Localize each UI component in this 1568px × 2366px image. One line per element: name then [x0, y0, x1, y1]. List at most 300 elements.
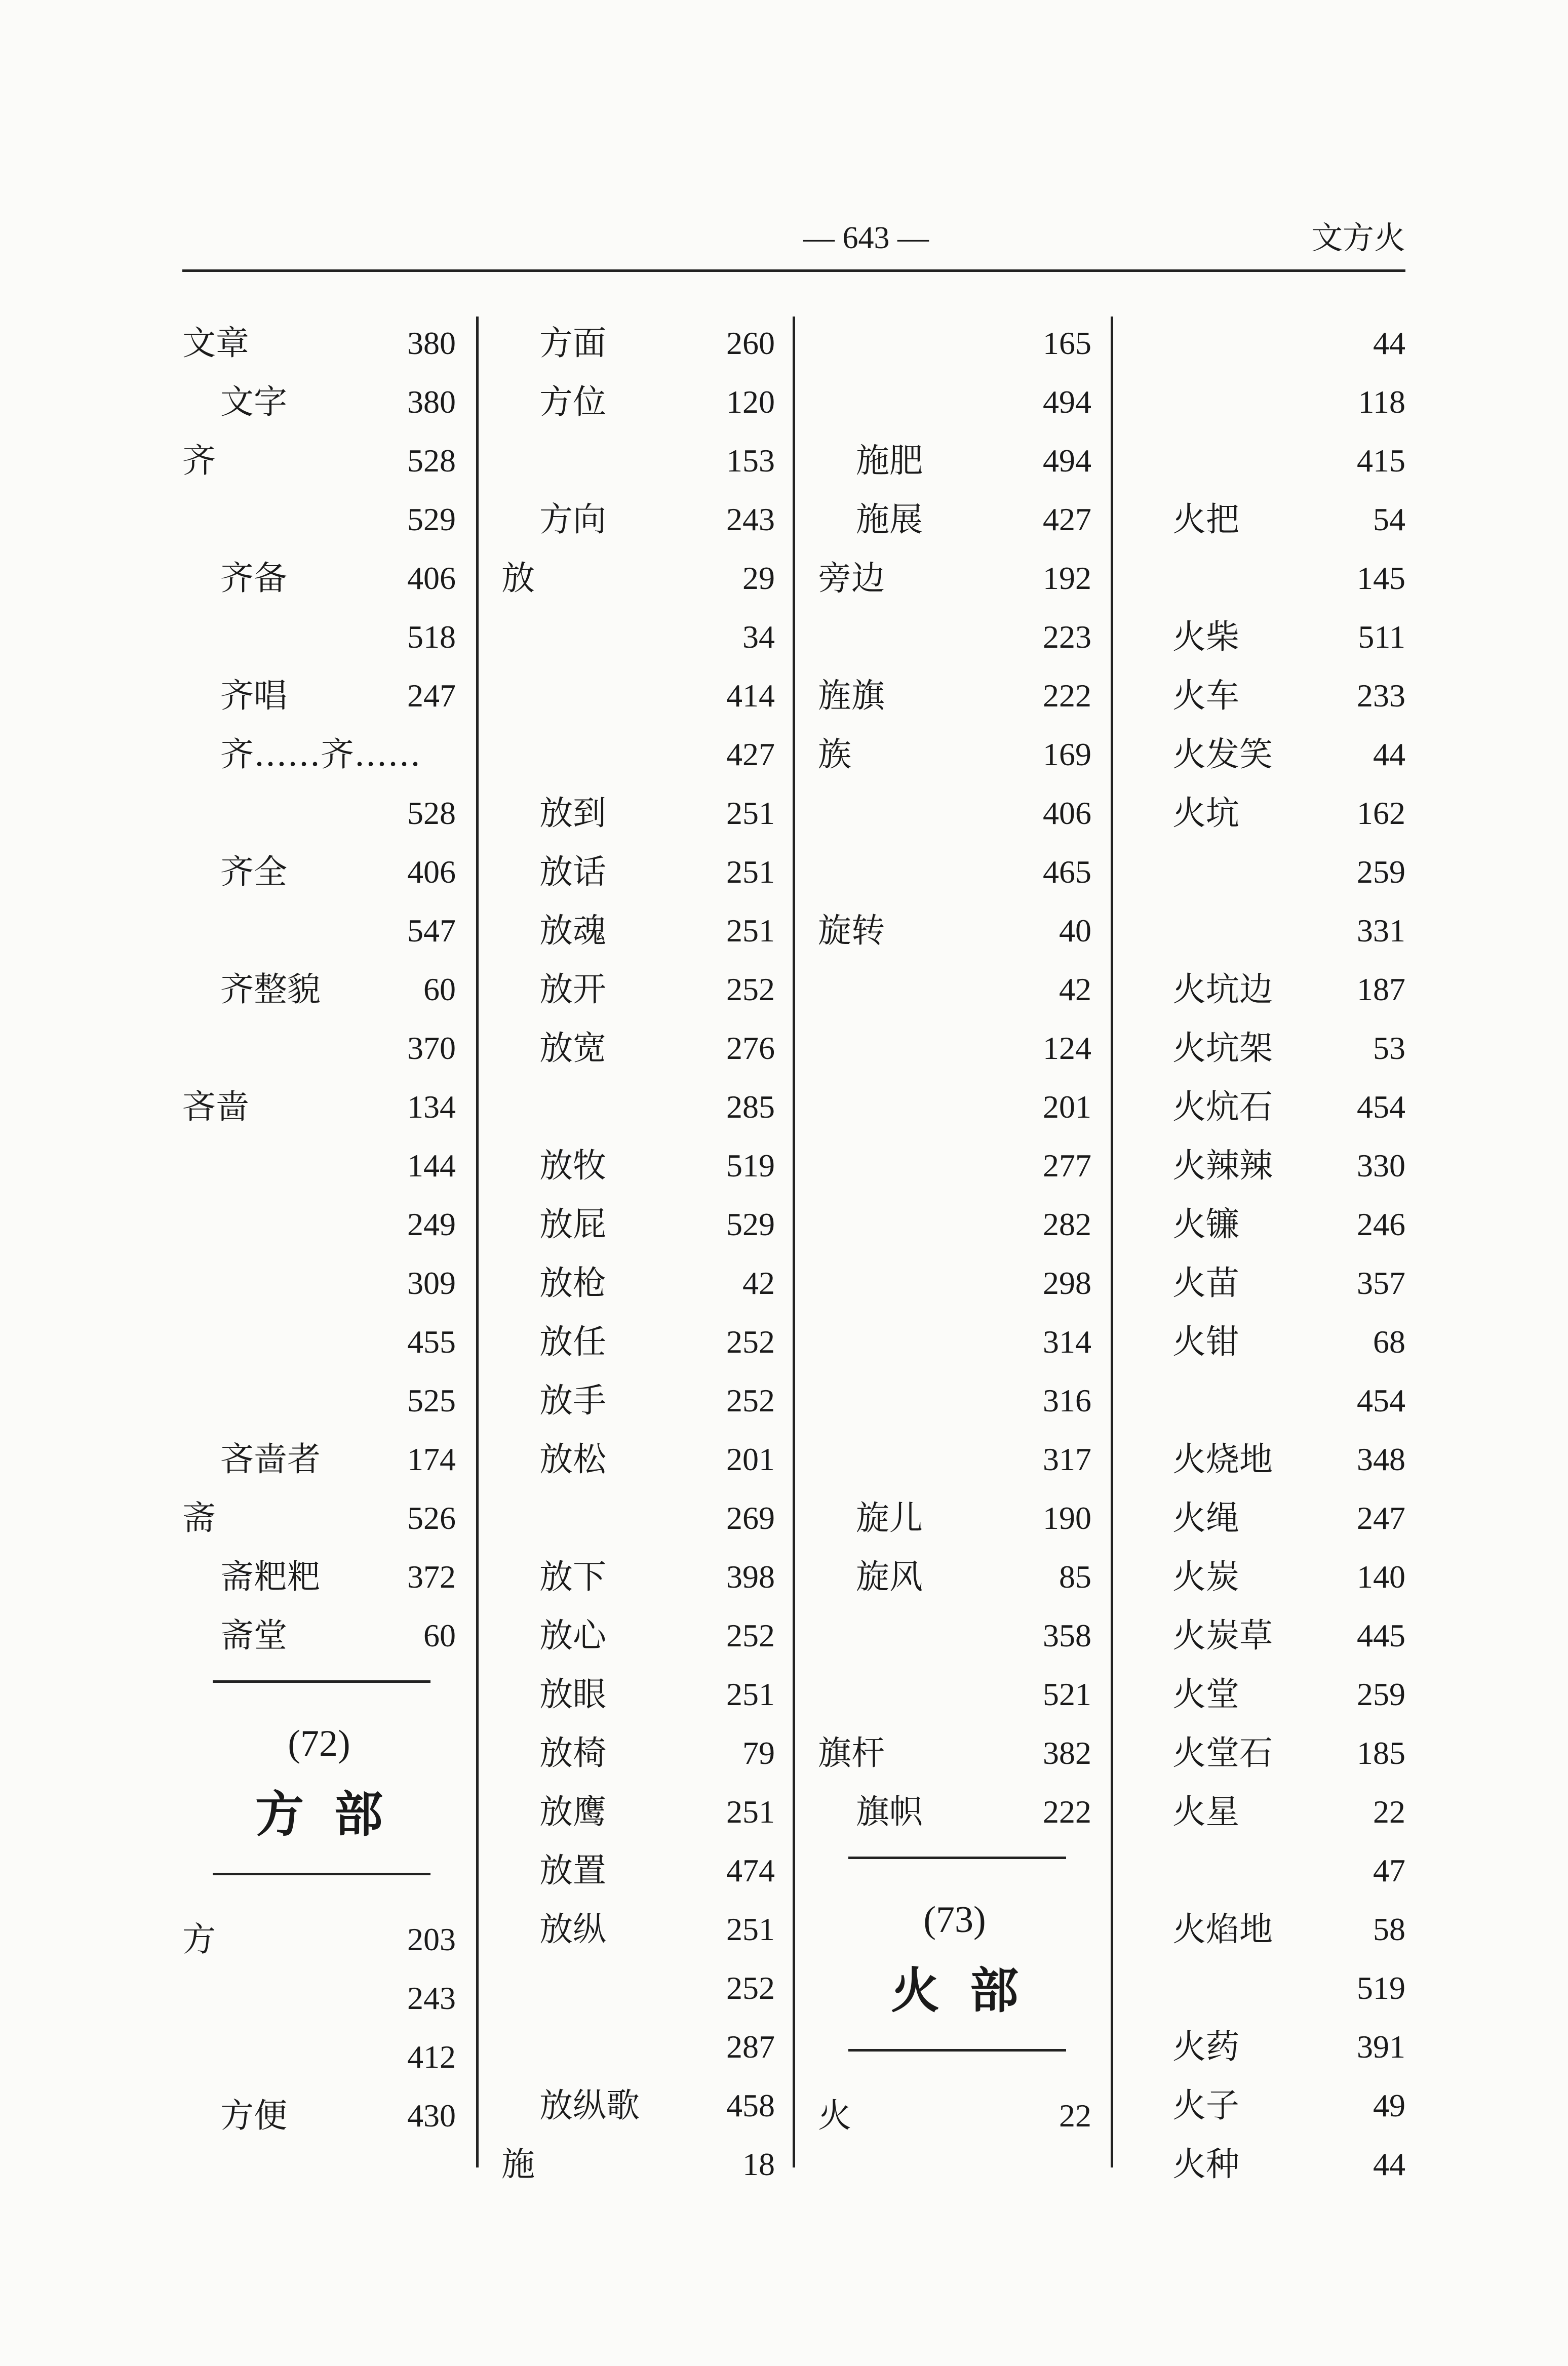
- entry-word: 放心: [539, 1616, 606, 1655]
- index-entry: [182, 608, 456, 666]
- index-entry: [501, 1548, 775, 1606]
- entry-page: 252: [726, 971, 775, 1007]
- entry-page: 47: [1373, 1852, 1405, 1888]
- section-number: (73): [923, 1899, 986, 1941]
- index-entry: [182, 1078, 456, 1136]
- entry-page: 415: [1357, 443, 1405, 479]
- index-entry: [501, 549, 775, 608]
- entry-word: 火把: [1172, 500, 1239, 539]
- index-entry: [501, 1783, 775, 1841]
- column-divider: [793, 317, 795, 2167]
- entry-page: 79: [742, 1735, 775, 1771]
- page-number: — 643 —: [803, 221, 929, 255]
- index-entry: [182, 1019, 456, 1078]
- index-entry: [501, 960, 775, 1019]
- entry-word: 放手: [539, 1381, 606, 1420]
- index-entry: [818, 608, 1091, 666]
- index-entry: [1134, 490, 1405, 549]
- entry-page: 252: [726, 1618, 775, 1653]
- entry-word: 火车: [1172, 676, 1239, 715]
- section-rule: [213, 1680, 430, 1683]
- entry-word: 火烧地: [1172, 1440, 1273, 1479]
- entry-page: 201: [1043, 1089, 1091, 1125]
- entry-page: 22: [1373, 1794, 1405, 1830]
- entry-page: 169: [1043, 736, 1091, 772]
- entry-page: 427: [726, 736, 775, 772]
- entry-page: 251: [726, 854, 775, 890]
- index-entry: [182, 725, 456, 784]
- entry-page: 145: [1357, 560, 1405, 596]
- entry-page: 223: [1043, 619, 1091, 655]
- entry-page: 382: [1043, 1735, 1091, 1771]
- entry-word: 火柴: [1172, 617, 1239, 656]
- entry-word: 方向: [539, 500, 606, 539]
- index-entry: [1134, 1724, 1405, 1783]
- index-entry: [1134, 314, 1405, 373]
- entry-word: 火辣辣: [1172, 1146, 1273, 1185]
- entry-word: 火坑架: [1172, 1029, 1273, 1068]
- index-entry: [1134, 960, 1405, 1019]
- index-entry: [818, 1430, 1091, 1489]
- entry-page: 252: [726, 1970, 775, 2006]
- entry-page: 528: [407, 795, 456, 831]
- entry-page: 29: [742, 560, 775, 596]
- index-entry: [182, 1489, 456, 1548]
- entry-page: 519: [1357, 1970, 1405, 2006]
- entry-word: 旋风: [856, 1557, 923, 1596]
- index-entry: [501, 1254, 775, 1313]
- index-entry: [818, 314, 1091, 373]
- entry-page: 276: [726, 1030, 775, 1066]
- entry-page: 348: [1357, 1441, 1405, 1477]
- entry-word: 放枪: [539, 1264, 606, 1303]
- index-entry: [1134, 373, 1405, 431]
- entry-page: 120: [726, 384, 775, 420]
- entry-page: 222: [1043, 678, 1091, 714]
- entry-page: 518: [407, 619, 456, 655]
- entry-page: 285: [726, 1089, 775, 1125]
- index-entry: [501, 1078, 775, 1136]
- entry-page: 455: [407, 1324, 456, 1360]
- entry-word: 旋儿: [856, 1499, 923, 1537]
- column-divider: [476, 317, 479, 2167]
- index-column-3: [818, 314, 1091, 2167]
- entry-page: 249: [407, 1206, 456, 1242]
- entry-page: 458: [726, 2087, 775, 2123]
- index-entry: [818, 1665, 1091, 1724]
- index-entry: [182, 373, 456, 431]
- entry-word: 火镰: [1172, 1205, 1239, 1244]
- index-entry: [182, 1430, 456, 1489]
- entry-page: 380: [407, 384, 456, 420]
- entry-word: 放眼: [539, 1675, 606, 1714]
- entry-page: 243: [726, 501, 775, 537]
- index-entry: [501, 490, 775, 549]
- index-entry: [501, 1489, 775, 1548]
- index-entry: [818, 373, 1091, 431]
- index-entry: [501, 314, 775, 373]
- index-entry: [501, 2018, 775, 2076]
- index-entry: [1134, 1254, 1405, 1313]
- index-entry: [501, 725, 775, 784]
- index-entry: [1134, 666, 1405, 725]
- index-entry: [501, 666, 775, 725]
- index-entry: [501, 1841, 775, 1900]
- index-entry: [182, 431, 456, 490]
- index-entry: [1134, 2076, 1405, 2135]
- index-entry: [501, 901, 775, 960]
- entry-page: 529: [407, 501, 456, 537]
- index-entry: [501, 373, 775, 431]
- entry-page: 358: [1043, 1618, 1091, 1653]
- entry-word: 齐备: [220, 559, 287, 598]
- entry-word: 斋粑粑: [220, 1557, 321, 1596]
- entry-page: 18: [742, 2146, 775, 2182]
- entry-word: 放话: [539, 852, 606, 891]
- entry-page: 430: [407, 2098, 456, 2134]
- index-entry: [1134, 1019, 1405, 1078]
- index-entry: [1134, 1900, 1405, 1959]
- index-entry: [1134, 784, 1405, 843]
- entry-page: 260: [726, 325, 775, 361]
- entry-word: 火星: [1172, 1792, 1239, 1831]
- entry-page: 54: [1373, 501, 1405, 537]
- entry-page: 391: [1357, 2029, 1405, 2065]
- index-entry: [501, 1313, 775, 1371]
- entry-word: 放到: [539, 794, 606, 833]
- entry-word: 施: [501, 2145, 535, 2184]
- index-entry: [182, 314, 456, 373]
- index-entry: [501, 1959, 775, 2018]
- entry-word: 放椅: [539, 1733, 606, 1772]
- section-heading: [182, 1665, 456, 1910]
- entry-page: 162: [1357, 795, 1405, 831]
- column-divider: [1111, 317, 1113, 2167]
- entry-page: 153: [726, 443, 775, 479]
- index-entry: [818, 1078, 1091, 1136]
- entry-word: 旗杆: [818, 1733, 885, 1772]
- entry-page: 140: [1357, 1559, 1405, 1595]
- index-entry: [501, 1724, 775, 1783]
- entry-page: 474: [726, 1852, 775, 1888]
- entry-page: 174: [407, 1441, 456, 1477]
- entry-word: 火炭草: [1172, 1616, 1273, 1655]
- entry-page: 58: [1373, 1911, 1405, 1947]
- entry-page: 298: [1043, 1265, 1091, 1301]
- entry-page: 521: [1043, 1676, 1091, 1712]
- index-entry: [818, 1254, 1091, 1313]
- entry-page: 316: [1043, 1383, 1091, 1418]
- entry-word: 火坑: [1172, 794, 1239, 833]
- index-entry: [501, 431, 775, 490]
- entry-page: 185: [1357, 1735, 1405, 1771]
- index-entry: [501, 608, 775, 666]
- index-entry: [501, 2135, 775, 2194]
- entry-page: 317: [1043, 1441, 1091, 1477]
- index-entry: [182, 490, 456, 549]
- index-entry: [1134, 1606, 1405, 1665]
- entry-word: 放松: [539, 1440, 606, 1479]
- index-entry: [818, 1019, 1091, 1078]
- index-entry: [1134, 1195, 1405, 1254]
- index-entry: [182, 1313, 456, 1371]
- entry-page: 314: [1043, 1324, 1091, 1360]
- index-entry: [1134, 1548, 1405, 1606]
- index-column-2: [501, 314, 775, 2184]
- index-entry: [182, 960, 456, 1019]
- section-heading: [818, 1841, 1091, 2086]
- entry-word: 放宽: [539, 1029, 606, 1068]
- entry-page: 259: [1357, 1676, 1405, 1712]
- index-entry: [182, 2028, 456, 2086]
- index-entry: [1134, 843, 1405, 901]
- entry-page: 494: [1043, 443, 1091, 479]
- entry-page: 85: [1059, 1559, 1091, 1595]
- entry-page: 233: [1357, 678, 1405, 714]
- index-entry: [182, 549, 456, 608]
- entry-page: 406: [1043, 795, 1091, 831]
- entry-word: 齐唱: [220, 676, 287, 715]
- entry-page: 357: [1357, 1265, 1405, 1301]
- index-entry: [501, 843, 775, 901]
- entry-word: 火苗: [1172, 1264, 1239, 1303]
- index-entry: [1134, 1783, 1405, 1841]
- entry-page: 60: [423, 971, 456, 1007]
- index-entry: [1134, 901, 1405, 960]
- index-entry: [1134, 1841, 1405, 1900]
- index-entry: [182, 784, 456, 843]
- index-entry: [1134, 1371, 1405, 1430]
- index-entry: [818, 666, 1091, 725]
- entry-word: 放纵歌: [539, 2086, 640, 2125]
- index-entry: [818, 901, 1091, 960]
- page-header: [182, 213, 1405, 263]
- index-entry: [182, 843, 456, 901]
- index-entry: [818, 549, 1091, 608]
- header-rule: [182, 269, 1405, 272]
- running-head: 文方火: [1311, 219, 1405, 256]
- entry-word: 旋转: [818, 911, 885, 950]
- section-number: (72): [288, 1723, 350, 1764]
- index-entry: [1134, 549, 1405, 608]
- index-entry: [182, 1548, 456, 1606]
- entry-word: 火钳: [1172, 1322, 1239, 1361]
- entry-page: 22: [1059, 2098, 1091, 2134]
- index-entry: [818, 725, 1091, 784]
- entry-page: 144: [407, 1148, 456, 1184]
- entry-page: 282: [1043, 1206, 1091, 1242]
- entry-page: 44: [1373, 736, 1405, 772]
- index-entry: [182, 1969, 456, 2028]
- entry-page: 42: [1059, 971, 1091, 1007]
- index-entry: [501, 1430, 775, 1489]
- entry-page: 309: [407, 1265, 456, 1301]
- entry-page: 134: [407, 1089, 456, 1125]
- entry-page: 201: [726, 1441, 775, 1477]
- entry-word: 火堂石: [1172, 1733, 1273, 1772]
- index-entry: [818, 431, 1091, 490]
- entry-page: 222: [1043, 1794, 1091, 1830]
- section-rule: [848, 2049, 1066, 2052]
- entry-word: 火子: [1172, 2086, 1239, 2125]
- entry-page: 49: [1373, 2087, 1405, 2123]
- index-entry: [1134, 1136, 1405, 1195]
- index-entry: [182, 1606, 456, 1665]
- index-entry: [818, 490, 1091, 549]
- entry-page: 44: [1373, 325, 1405, 361]
- entry-word: 文字: [220, 382, 287, 421]
- entry-word: 施肥: [856, 441, 923, 480]
- entry-page: 251: [726, 1676, 775, 1712]
- entry-page: 252: [726, 1383, 775, 1418]
- index-entry: [182, 1136, 456, 1195]
- entry-word: 火炕石: [1172, 1087, 1273, 1126]
- entry-page: 187: [1357, 971, 1405, 1007]
- entry-word: 火坑边: [1172, 970, 1273, 1009]
- entry-page: 547: [407, 913, 456, 949]
- index-entry: [818, 960, 1091, 1019]
- entry-page: 526: [407, 1500, 456, 1536]
- entry-page: 203: [407, 1921, 456, 1957]
- entry-word: 放下: [539, 1557, 606, 1596]
- index-entry: [818, 1371, 1091, 1430]
- entry-page: 372: [407, 1559, 456, 1595]
- index-entry: [1134, 431, 1405, 490]
- index-entry: [818, 1606, 1091, 1665]
- entry-page: 252: [726, 1324, 775, 1360]
- entry-page: 165: [1043, 325, 1091, 361]
- entry-page: 247: [1357, 1500, 1405, 1536]
- entry-word: 齐全: [220, 852, 287, 891]
- entry-word: 火绳: [1172, 1499, 1239, 1537]
- entry-word: 火: [818, 2096, 851, 2135]
- entry-page: 525: [407, 1383, 456, 1418]
- entry-word: 放开: [539, 970, 606, 1009]
- index-entry: [818, 1195, 1091, 1254]
- index-entry: [1134, 2018, 1405, 2076]
- entry-word: 方便: [220, 2096, 287, 2135]
- entry-page: 454: [1357, 1089, 1405, 1125]
- index-column-4: [1134, 314, 1405, 2184]
- entry-word: 旁边: [818, 559, 885, 598]
- section-rule: [213, 1873, 430, 1875]
- entry-page: 251: [726, 795, 775, 831]
- entry-page: 42: [742, 1265, 775, 1301]
- index-entry: [501, 1371, 775, 1430]
- entry-page: 190: [1043, 1500, 1091, 1536]
- entry-word: 火药: [1172, 2027, 1239, 2066]
- index-entry: [182, 1195, 456, 1254]
- entry-word: 放鹰: [539, 1792, 606, 1831]
- entry-word: 放: [501, 559, 535, 598]
- index-entry: [1134, 1665, 1405, 1724]
- entry-page: 406: [407, 560, 456, 596]
- entry-page: 380: [407, 325, 456, 361]
- entry-page: 251: [726, 1794, 775, 1830]
- section-title: 火部: [891, 1962, 1049, 2019]
- index-entry: [182, 1910, 456, 1969]
- entry-word: 放魂: [539, 911, 606, 950]
- index-entry: [501, 1136, 775, 1195]
- entry-word: 火种: [1172, 2145, 1239, 2184]
- index-entry: [501, 784, 775, 843]
- entry-page: 251: [726, 1911, 775, 1947]
- entry-word: 方面: [539, 324, 606, 363]
- index-entry: [818, 843, 1091, 901]
- index-entry: [182, 2086, 456, 2145]
- entry-page: 34: [742, 619, 775, 655]
- section-rule: [848, 1857, 1066, 1859]
- entry-word: 旌旗: [818, 676, 885, 715]
- entry-page: 246: [1357, 1206, 1405, 1242]
- index-entry: [1134, 725, 1405, 784]
- entry-word: 火发笑: [1172, 735, 1273, 774]
- entry-page: 44: [1373, 2146, 1405, 2182]
- index-entry: [818, 1724, 1091, 1783]
- entry-word: 旗帜: [856, 1792, 923, 1831]
- index-entry: [501, 1019, 775, 1078]
- index-entry: [501, 1665, 775, 1724]
- entry-page: 427: [1043, 501, 1091, 537]
- entry-word: 放纵: [539, 1910, 606, 1949]
- entry-page: 269: [726, 1500, 775, 1536]
- entry-word: 斋堂: [220, 1616, 287, 1655]
- entry-word: 吝啬: [182, 1087, 249, 1126]
- index-entry: [818, 1313, 1091, 1371]
- entry-page: 251: [726, 913, 775, 949]
- entry-page: 277: [1043, 1148, 1091, 1184]
- entry-page: 519: [726, 1148, 775, 1184]
- entry-page: 192: [1043, 560, 1091, 596]
- index-entry: [1134, 608, 1405, 666]
- index-entry: [501, 1195, 775, 1254]
- entry-page: 370: [407, 1030, 456, 1066]
- entry-page: 68: [1373, 1324, 1405, 1360]
- entry-word: 施展: [856, 500, 923, 539]
- index-entry: [1134, 1078, 1405, 1136]
- entry-page: 454: [1357, 1383, 1405, 1418]
- entry-page: 330: [1357, 1148, 1405, 1184]
- entry-page: 247: [407, 678, 456, 714]
- entry-word: 火堂: [1172, 1675, 1239, 1714]
- index-entry: [182, 901, 456, 960]
- entry-word: 齐整貌: [220, 970, 321, 1009]
- entry-word: 方: [182, 1920, 216, 1959]
- index-entry: [182, 1371, 456, 1430]
- entry-word: 文章: [182, 324, 249, 363]
- index-entry: [818, 1489, 1091, 1548]
- entry-word: 火炭: [1172, 1557, 1239, 1596]
- entry-page: 331: [1357, 913, 1405, 949]
- entry-page: 398: [726, 1559, 775, 1595]
- entry-word: 放任: [539, 1322, 606, 1361]
- entry-page: 243: [407, 1980, 456, 2016]
- index-column-1: [182, 314, 456, 2167]
- entry-word: 族: [818, 735, 851, 774]
- entry-word: 放牧: [539, 1146, 606, 1185]
- entry-page: 118: [1358, 384, 1405, 420]
- index-entry: [501, 1606, 775, 1665]
- entry-page: 60: [423, 1618, 456, 1653]
- entry-word: 齐……齐……: [220, 735, 421, 774]
- index-entry: [1134, 1489, 1405, 1548]
- index-entry: [501, 2076, 775, 2135]
- entry-page: 53: [1373, 1030, 1405, 1066]
- entry-page: 406: [407, 854, 456, 890]
- entry-page: 465: [1043, 854, 1091, 890]
- entry-word: 吝啬者: [220, 1440, 321, 1479]
- entry-word: 斋: [182, 1499, 216, 1537]
